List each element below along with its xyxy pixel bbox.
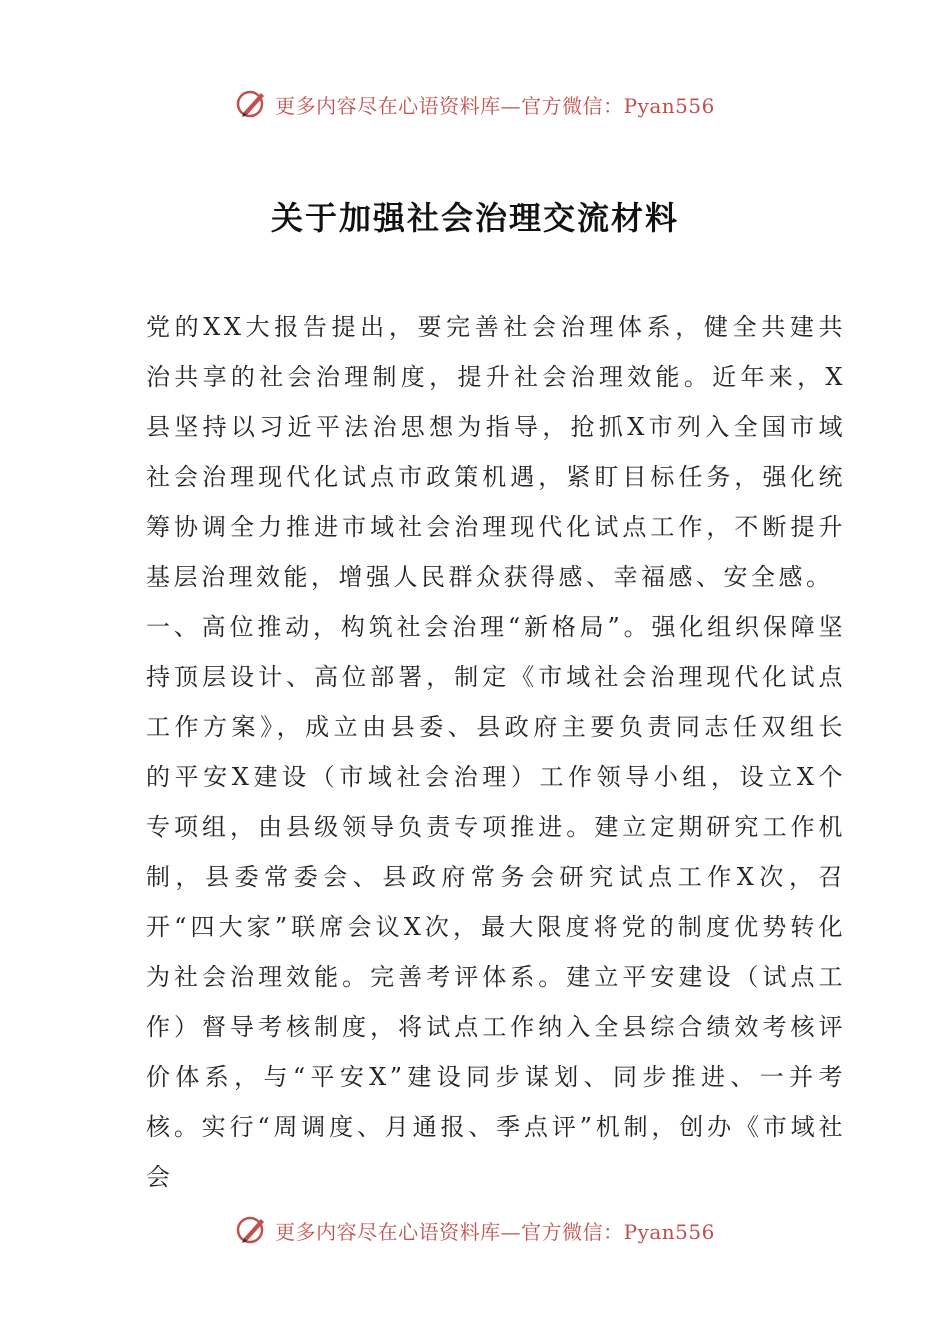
paragraph-section-one: 一、高位推动，构筑社会治理“新格局”。强化组织保障坚持顶层设计、高位部署，制定《市域社会治理现代化试点工作方案》，成立由县委、县政府主要负责同志任双组长的平安X建设（市域社会治理）工作领导小组，设立X个专项组，由县级领导负责专项推进。建立定期研究工作机制，县委常委会、县政府常务会研究试点工作X次，召开“四大家”联席会议X次，最大限度将党的制度优势转化为社会治理效能。完善考评体系。建立平安建设（试点工作）督导考核制度，将试点工作纳入全县综合绩效考核评价体系，与“平安X”建设同步谋划、同步推进、一并考核。实行“周调度、月通报、季点评”机制，创办《市域社会 (146, 613, 846, 1191)
watermark-text: 更多内容尽在心语资料库—官方微信：Pyan556 (275, 93, 715, 118)
pen-circle-icon (235, 87, 269, 121)
watermark-header (0, 84, 950, 124)
watermark-text: 更多内容尽在心语资料库—官方微信：Pyan556 (275, 1219, 715, 1244)
document-title: 关于加强社会治理交流材料 (270, 199, 679, 238)
watermark-footer (0, 1210, 950, 1250)
document-body (146, 302, 846, 1202)
paragraph-intro: 党的XX大报告提出，要完善社会治理体系，健全共建共治共享的社会治理制度，提升社会治理效能。近年来，X县坚持以习近平法治思想为指导，抢抓X市列入全国市域社会治理现代化试点市政策机遇，紧盯目标任务，强化统筹协调全力推进市域社会治理现代化试点工作，不断提升基层治理效能，增强人民群众获得感、幸福感、安全感。 (146, 313, 846, 591)
pen-circle-icon (235, 1213, 269, 1247)
